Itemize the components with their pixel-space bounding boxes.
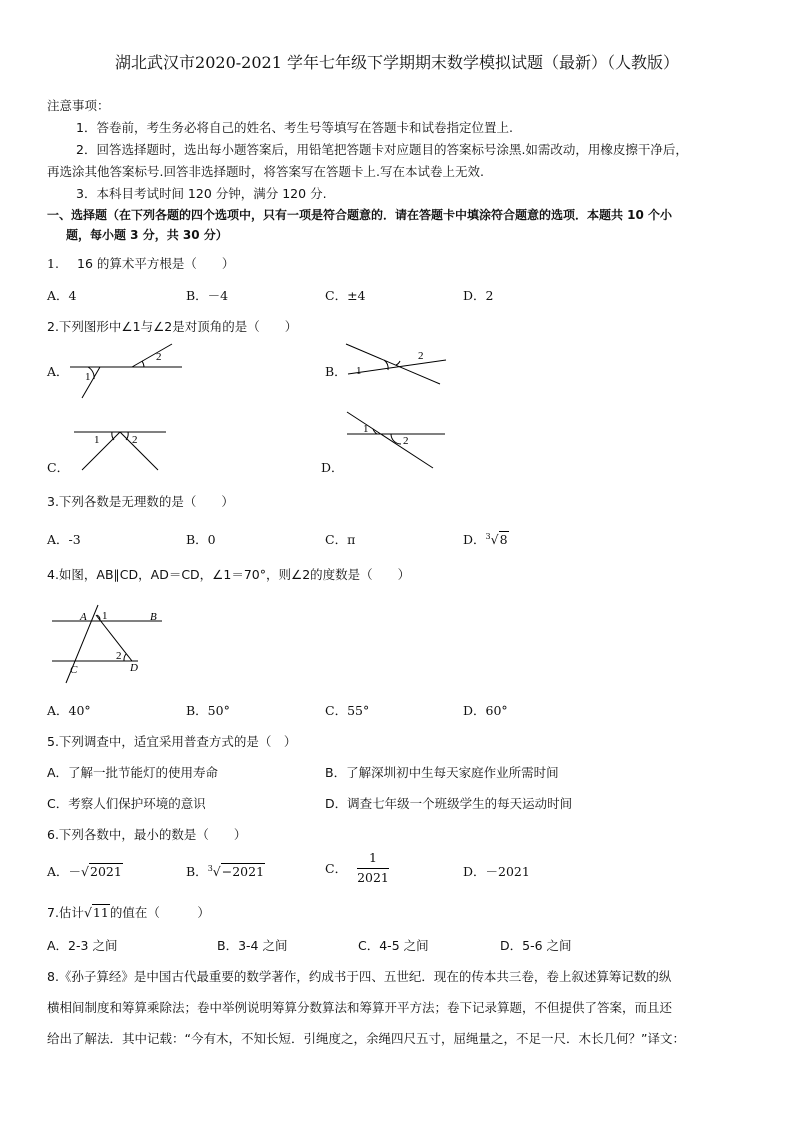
q2-figure-d [345, 410, 450, 470]
q2-label-c: C． [47, 460, 70, 475]
section-heading: 一、选择题（在下列各题的四个选项中，只有一项是符合题意的．请在答题卡中填涂符合题意的选项．本题共 10 个小 [47, 208, 673, 222]
q1-option-c: C．±4 [325, 288, 366, 303]
q7-option-c: C．4-5 之间 [358, 938, 429, 953]
q7-option-d: D．5-6 之间 [500, 938, 572, 953]
angle-1-label: 1 [85, 371, 91, 383]
q6-option-c: C． $\frac{1}{2021}$ [325, 850, 389, 885]
q1-option-a: A．4 [47, 288, 77, 303]
q6-option-a: A．－√2021 [47, 864, 122, 879]
q8-line: 8.《孙子算经》是中国古代最重要的数学著作，约成书于四、五世纪．现在的传本共三卷，卷上叙述算筹记数的纵 [47, 969, 672, 984]
q5-option-c: C．考察人们保护环境的意识 [47, 796, 206, 811]
q2-figure-a [70, 340, 190, 400]
q8-line: 给出了解法．其中记载：“今有木，不知长短．引绳度之，余绳四尺五寸，屈绳量之，不足一尺．木长几何？”译文： [47, 1031, 685, 1046]
angle-2-label: 2 [116, 650, 122, 662]
angle-2-label: 2 [418, 350, 424, 362]
q3-option-c: C．π [325, 532, 356, 547]
q2-stem: 2.下列图形中∠1与∠2是对顶角的是（ ） [47, 319, 298, 334]
q1-number: 1. [47, 256, 59, 271]
q1-stem: 16 的算术平方根是（ ） [77, 256, 235, 271]
q2-label-d: D． [321, 460, 344, 475]
q4-option-b: B．50° [186, 703, 230, 718]
point-b-label: B [150, 611, 157, 623]
q2-figure-b [344, 336, 454, 386]
page-title: 湖北武汉市2020-2021 学年七年级下学期期末数学模拟试题（最新）（人教版） [115, 53, 679, 72]
note-item: 3．本科目考试时间 120 分钟，满分 120 分. [76, 186, 327, 201]
q2-figure-c [74, 424, 174, 474]
q8-line: 横相间制度和筹算乘除法；卷中举例说明筹算分数算法和筹算开平方法；卷下记录算题，不但提供了答案，而且还 [47, 1000, 673, 1015]
point-a-label: A [80, 611, 87, 623]
q4-figure [50, 605, 170, 685]
point-d-label: D [130, 662, 138, 674]
q3-option-b: B．0 [186, 532, 216, 547]
q7-stem: 7.估计√11的值在（ ） [47, 905, 210, 920]
q3-stem: 3.下列各数是无理数的是（ ） [47, 494, 234, 509]
q4-option-d: D．60° [463, 703, 508, 718]
angle-2-label: 2 [403, 435, 409, 447]
q5-option-a: A．了解一批节能灯的使用寿命 [47, 765, 219, 780]
q4-stem: 4.如图，AB∥CD，AD＝CD，∠1＝70°，则∠2的度数是（ ） [47, 567, 411, 582]
q3-option-d: D．$^3$√8 [463, 531, 508, 547]
q2-label-a: A． [47, 364, 69, 379]
angle-2-label: 2 [156, 351, 162, 363]
section-heading-cont: 题，每小题 3 分，共 30 分） [66, 228, 228, 242]
q4-option-a: A．40° [47, 703, 91, 718]
note-item: 再选涂其他答案标号.回答非选择题时，将答案写在答题卡上.写在本试卷上无效. [47, 164, 484, 179]
note-item: 2．回答选择题时，选出每小题答案后，用铅笔把答题卡对应题目的答案标号涂黑.如需改动，用橡皮擦干净后， [76, 142, 688, 157]
q6-option-d: D．－2021 [463, 864, 530, 879]
q6-stem: 6.下列各数中，最小的数是（ ） [47, 827, 247, 842]
q2-label-b: B． [325, 364, 347, 379]
note-item: 1．答卷前，考生务必将自己的姓名、考生号等填写在答题卡和试卷指定位置上. [76, 120, 513, 135]
q1-option-b: B．－4 [186, 288, 229, 303]
q3-option-a: A．-3 [47, 532, 81, 547]
q5-option-d: D．调查七年级一个班级学生的每天运动时间 [325, 796, 573, 811]
q6-option-b: B．$^3$√−2021 [186, 863, 265, 879]
q1-option-d: D．2 [463, 288, 494, 303]
q4-option-c: C．55° [325, 703, 370, 718]
angle-1-label: 1 [94, 434, 100, 446]
angle-1-label: 1 [356, 365, 362, 377]
angle-1-label: 1 [363, 423, 369, 435]
q5-stem: 5.下列调查中，适宜采用普查方式的是（ ） [47, 734, 297, 749]
angle-1-label: 1 [102, 610, 108, 622]
q7-option-b: B．3-4 之间 [217, 938, 288, 953]
q5-option-b: B．了解深圳初中生每天家庭作业所需时间 [325, 765, 559, 780]
point-c-label: C [70, 664, 78, 676]
notes-heading: 注意事项： [47, 98, 110, 113]
q7-option-a: A．2-3 之间 [47, 938, 118, 953]
angle-2-label: 2 [132, 434, 138, 446]
